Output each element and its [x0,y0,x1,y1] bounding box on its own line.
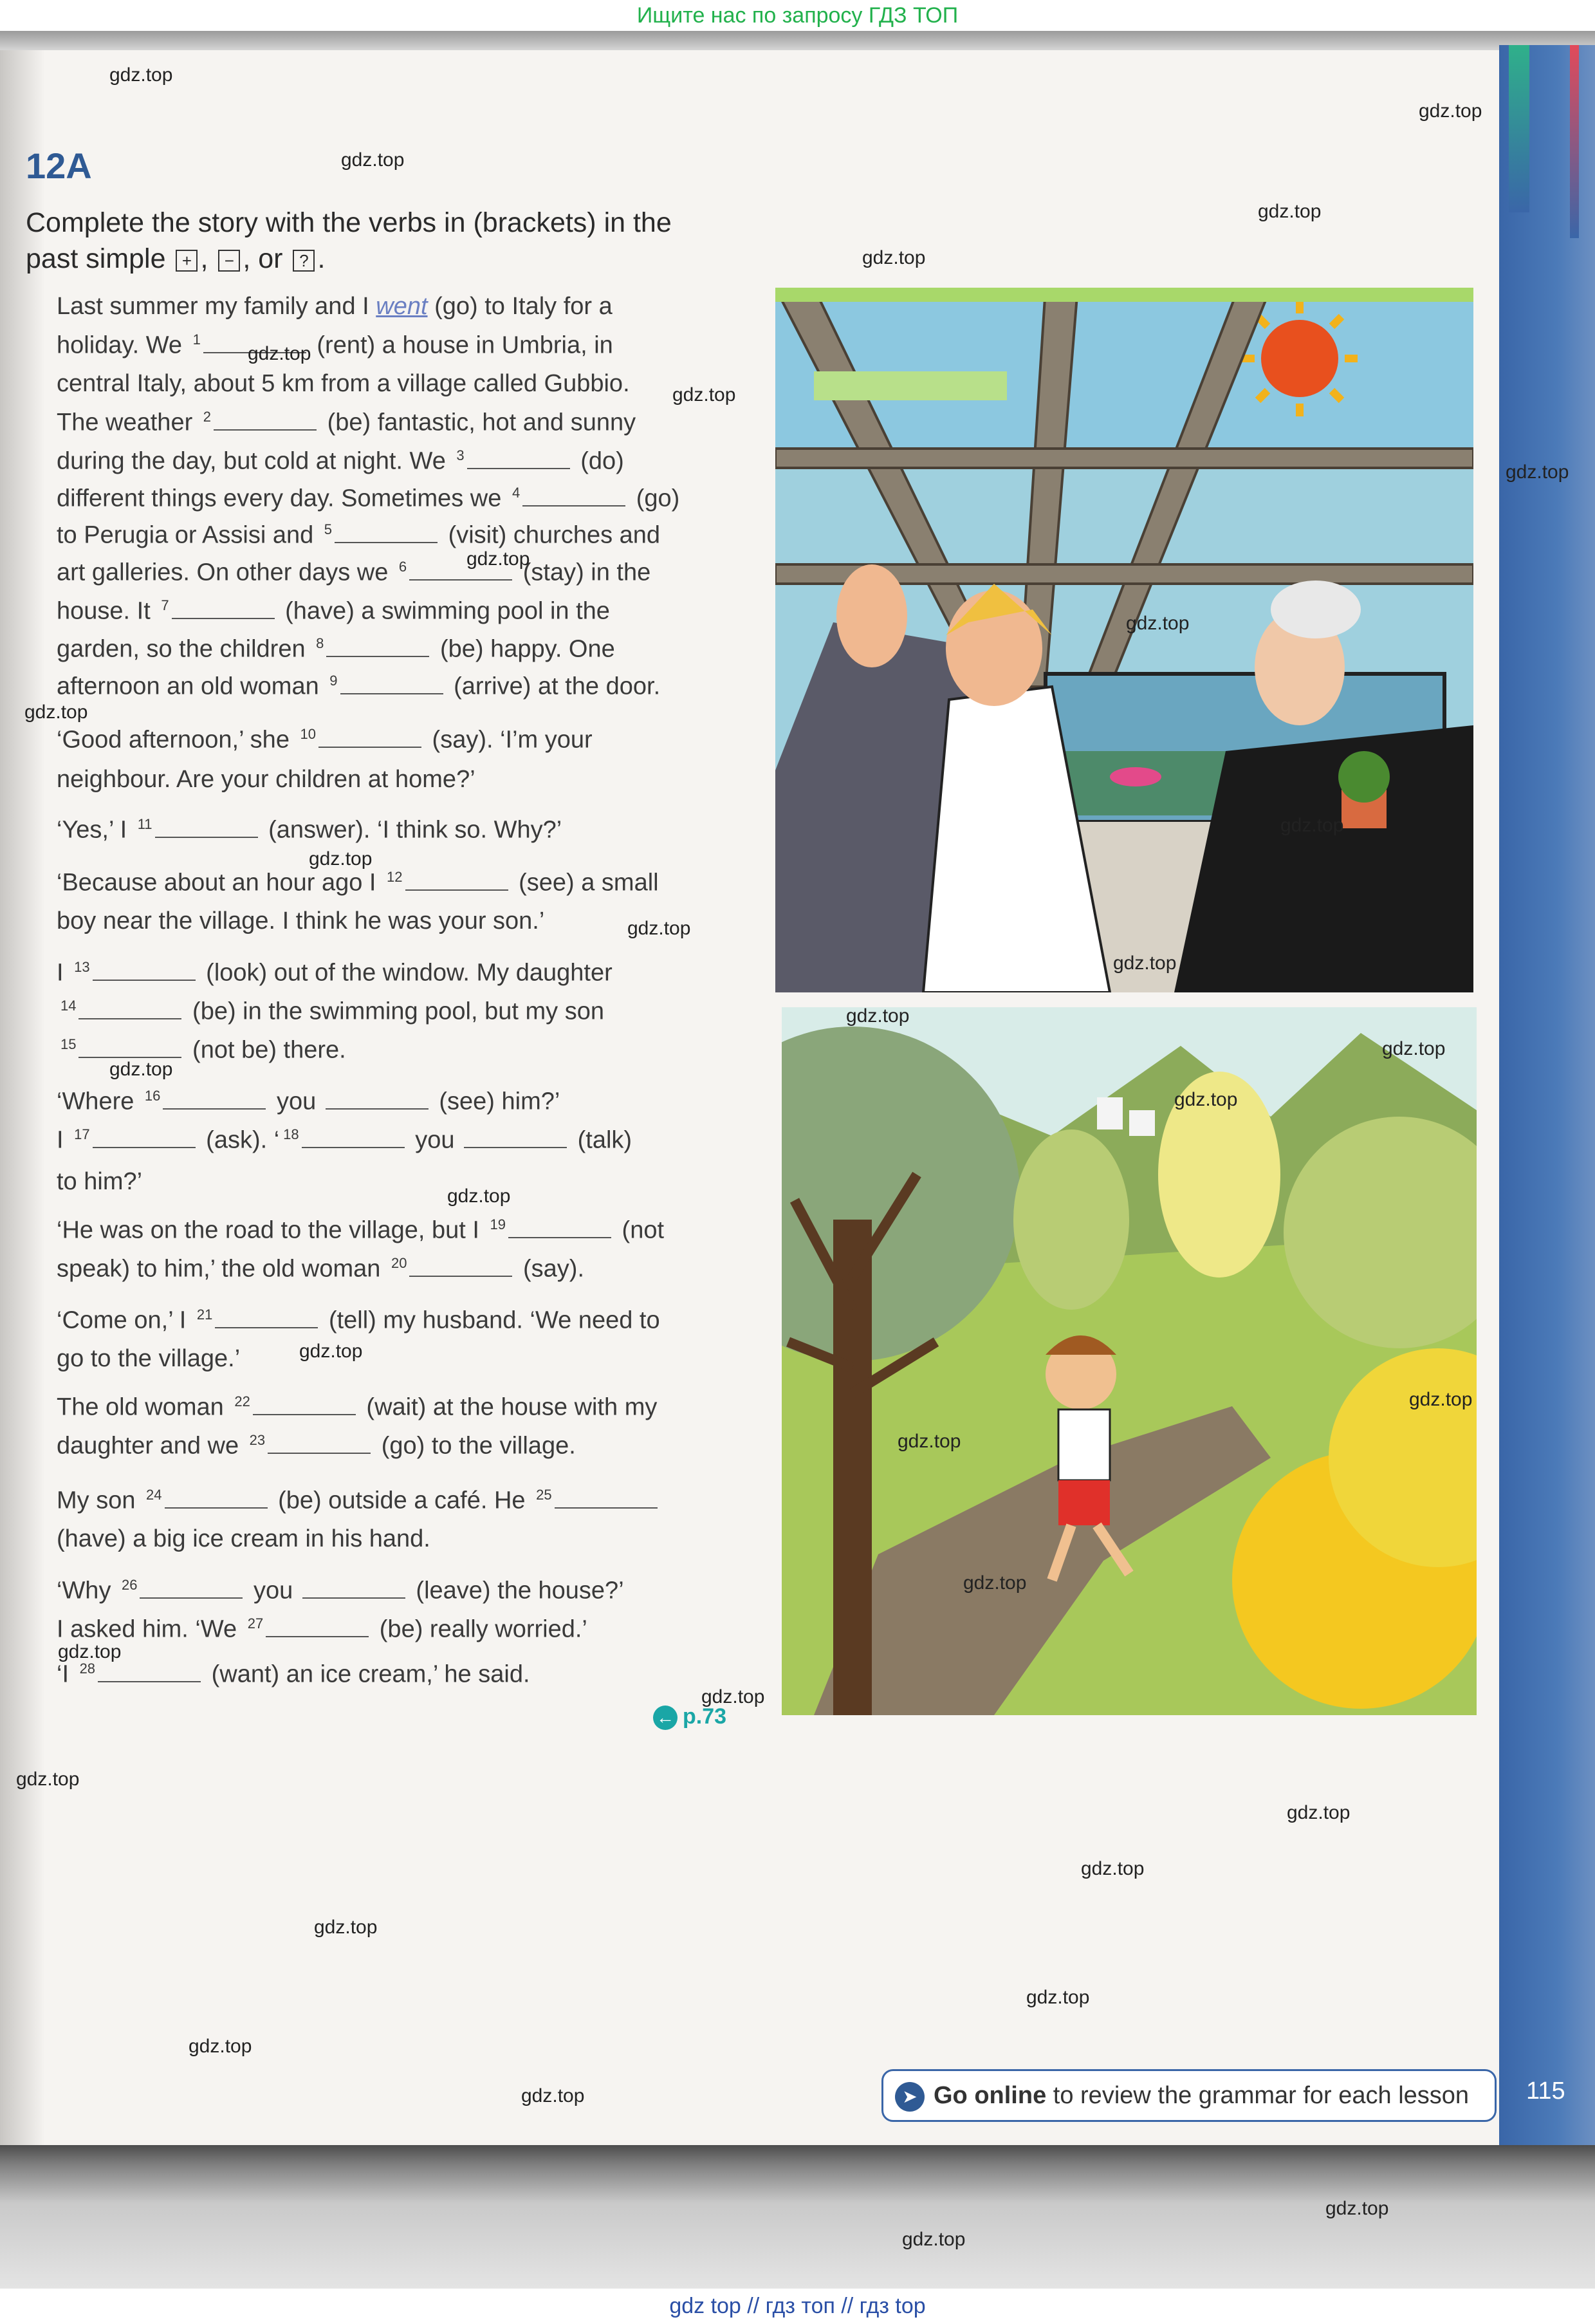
answer-blank[interactable] [508,1218,611,1238]
story-text-segment: (be) happy. One [433,635,615,663]
page-spine-shadow [0,50,45,2145]
story-text-segment: afternoon an old woman [57,673,326,700]
question-number: 15 [60,1036,77,1052]
story-text-segment: different things every day. Sometimes we [57,485,508,512]
story-line [57,766,475,794]
story-text-segment: I asked him. ‘We [57,1615,244,1643]
watermark-text: gdz.top [1026,1987,1090,2008]
story-text-segment: central Italy, about 5 km from a village called Gubbio. [57,370,630,397]
watermark-text: gdz.top [341,149,405,171]
question-number: 8 [316,635,324,651]
watermark-text: gdz.top [1126,613,1190,634]
story-text-segment: you [270,1088,323,1115]
story-text-segment: (wait) at the house with my [359,1393,658,1421]
story-text-segment: (go) [629,485,680,512]
story-text-segment: (go) to the village. [374,1432,576,1460]
watermark-text: gdz.top [1409,1389,1473,1410]
story-line [57,1660,530,1689]
side-strip-accent [1570,45,1579,238]
sun-icon [1261,320,1338,397]
story-text-segment: ‘Come on,’ I [57,1306,193,1334]
answer-blank[interactable] [215,1308,318,1328]
question-number: 23 [249,1432,266,1448]
answer-blank[interactable] [302,1128,405,1148]
story-text-segment: (ask). ‘ [199,1126,280,1154]
watermark-text: gdz.top [902,2229,966,2250]
watermark-text: gdz.top [299,1341,363,1362]
story-text-segment: (say). [516,1255,584,1283]
story-text-segment: (do) [573,447,624,475]
answer-blank[interactable] [163,1089,266,1110]
answer-blank[interactable] [78,1037,181,1058]
watermark-text: gdz.top [1280,815,1344,836]
story-text-segment: you [408,1126,462,1154]
watermark-text: gdz.top [466,548,530,570]
lesson-id: 12A [26,145,92,186]
story-text-segment: ‘Good afternoon,’ she [57,726,297,754]
instruction-punct: . [317,243,326,274]
answer-blank[interactable] [318,727,421,748]
watermark-text: gdz.top [963,1572,1027,1594]
question-number: 10 [300,726,316,742]
story-text-segment: (arrive) at the door. [447,673,661,700]
exercise-instruction [26,205,740,277]
watermark-text: gdz.top [846,1005,910,1027]
watermark-text: gdz.top [314,1917,378,1938]
answer-blank[interactable] [335,523,438,543]
answer-blank[interactable] [467,449,570,469]
story-line [57,447,624,476]
story-text-segment: art galleries. On other days we [57,559,395,586]
answer-blank[interactable] [464,1128,567,1148]
story-line [57,1615,587,1644]
question-number: 28 [79,1660,96,1677]
watermark-text: gdz.top [309,848,373,869]
story-text-segment: (see) him?’ [432,1088,560,1115]
question-icon: ? [293,250,315,272]
watermark-text: gdz.top [898,1431,961,1452]
story-line [57,293,613,321]
story-text-segment: I [57,959,71,987]
answer-blank[interactable] [165,1488,268,1509]
story-line [57,959,613,987]
question-number: 3 [456,447,465,463]
answer-blank[interactable] [93,960,196,981]
watermark-text: gdz.top [862,247,926,268]
story-text-segment: The weather [57,409,199,436]
story-text-segment: (talk) [571,1126,632,1154]
cursor-icon: ➤ [895,2082,925,2112]
story-line [57,816,562,844]
story-text-segment: (not [615,1216,665,1244]
village-house-icon [1097,1097,1123,1129]
story-line [57,673,660,701]
story-text-segment: (see) a small [512,869,659,897]
story-line [57,1345,240,1373]
answer-blank[interactable] [268,1433,371,1454]
story-line [57,331,613,360]
watermark-text: gdz.top [1419,100,1482,122]
story-text-segment: holiday. We [57,331,189,359]
question-number: 22 [234,1393,250,1409]
answer-blank[interactable] [302,1578,405,1599]
story-line [57,1577,624,1605]
question-number: 12 [387,869,403,885]
answer-blank[interactable] [155,817,258,838]
question-number: 24 [146,1487,162,1503]
go-online-banner[interactable] [881,2069,1497,2122]
story-line [57,635,615,664]
story-line [57,1168,142,1196]
answer-blank[interactable] [93,1128,196,1148]
bottom-banner [0,2289,1595,2324]
story-text-segment: (have) a big ice cream in his hand. [57,1525,430,1552]
story-text-segment: to him?’ [57,1168,143,1195]
story-text-segment: (look) out of the window. My daughter [199,959,613,987]
question-number: 13 [74,959,90,975]
story-line [57,559,650,587]
question-number: 27 [247,1615,264,1631]
story-text-segment: (be) in the swimming pool, but my son [185,998,604,1025]
story-text-segment: (say). ‘I’m your [425,726,593,754]
bottom-banner-text: gdz top // гдз топ // гдз top [669,2294,926,2318]
answer-blank[interactable] [555,1488,658,1509]
question-number: 2 [203,409,212,425]
answer-blank[interactable] [409,1256,512,1277]
question-number: 19 [490,1216,506,1232]
watermark-text: gdz.top [1174,1089,1238,1110]
example-answer: went [376,293,428,320]
instruction-punct: , or [243,243,283,274]
page-reference-label: p.73 [683,1704,727,1729]
question-number: 16 [144,1088,161,1104]
story-line [57,521,660,550]
question-number: 7 [161,597,169,613]
page-reference[interactable] [653,1704,726,1730]
watermark-text: gdz.top [1382,1038,1446,1059]
answer-blank[interactable] [522,486,625,507]
story-line [57,485,679,513]
story-line [57,1393,657,1422]
story-line [57,1255,584,1283]
watermark-text: gdz.top [447,1185,511,1207]
question-number: 26 [122,1577,138,1593]
story-line [57,597,610,626]
answer-blank[interactable] [326,1089,429,1110]
question-number: 18 [283,1126,299,1142]
story-text-segment: (want) an ice cream,’ he said. [205,1660,530,1688]
story-text-segment: (not be) there. [185,1036,346,1064]
illustration-village-path [782,1007,1477,1715]
story-line [57,1036,346,1064]
story-text-segment: Last summer my family and I [57,293,376,320]
story-line [57,907,544,935]
story-line [57,726,593,754]
instruction-punct: , [200,243,208,274]
instruction-text: past simple [26,243,166,274]
answer-blank[interactable] [214,410,317,431]
question-number: 17 [74,1126,90,1142]
story-text-segment: ‘Where [57,1088,141,1115]
question-number: 6 [398,559,407,575]
watermark-text: gdz.top [672,384,736,405]
watermark-text: gdz.top [109,1059,173,1080]
answer-blank[interactable] [266,1617,369,1637]
story-text-segment: (stay) in the [516,559,651,586]
story-text-segment: daughter and we [57,1432,246,1460]
story-text-segment: speak) to him,’ the old woman [57,1255,387,1283]
watermark-text: gdz.top [1113,953,1177,974]
instruction-text: Complete the story with the verbs in (brackets) in the [26,207,672,238]
story-text-segment: boy near the village. I think he was your son.’ [57,907,545,934]
question-number: 1 [192,331,201,348]
story-line [57,1216,664,1245]
story-text-segment: (tell) my husband. ‘We need to [322,1306,660,1334]
answer-blank[interactable] [78,999,181,1019]
top-banner-text: Ищите нас по запросу ГДЗ ТОП [636,3,959,28]
side-strip-accent [1509,45,1529,212]
go-online-text: to review the grammar for each lesson [1046,2082,1470,2109]
top-banner [0,0,1595,31]
go-online-bold: Go online [934,2082,1047,2109]
story-text-segment: ‘Why [57,1577,118,1604]
story-text-segment: to Perugia or Assisi and [57,521,320,549]
story-text-segment: (have) a swimming pool in the [278,597,610,625]
watermark-text: gdz.top [1506,461,1569,483]
story-line [57,1306,660,1335]
story-text-segment: The old woman [57,1393,231,1421]
story-line [57,370,630,398]
story-line [57,409,636,437]
story-text-segment: during the day, but cold at night. We [57,447,453,475]
story-text-segment: house. It [57,597,158,625]
story-line [57,1525,430,1553]
question-number: 11 [137,816,152,832]
story-line [57,1487,661,1515]
question-number: 20 [391,1255,407,1271]
watermark-text: gdz.top [58,1641,122,1662]
watermark-text: gdz.top [521,2085,585,2106]
watermark-text: gdz.top [1325,2198,1389,2219]
story-line [57,1126,632,1155]
watermark-text: gdz.top [109,64,173,86]
story-line [57,869,659,897]
story-text-segment: you [246,1577,300,1604]
story-text-segment: ‘He was on the road to the village, but I [57,1216,486,1244]
answer-blank[interactable] [253,1395,356,1415]
question-number: 14 [60,998,77,1014]
watermark-text: gdz.top [24,702,88,723]
story-text-segment: (be) fantastic, hot and sunny [320,409,636,436]
page-number: 115 [1526,2078,1565,2105]
watermark-text: gdz.top [189,2036,252,2057]
story-line [57,998,604,1026]
question-number: 5 [324,521,333,537]
story-text-segment: ‘Yes,’ I [57,816,134,844]
watermark-text: gdz.top [701,1686,765,1707]
answer-blank[interactable] [172,599,275,619]
answer-blank[interactable] [340,674,443,694]
story-text-segment: I [57,1126,71,1154]
story-text-segment: garden, so the children [57,635,313,663]
side-color-strip [1499,45,1595,2145]
answer-blank[interactable] [326,637,429,657]
plus-icon: + [176,250,198,272]
question-number: 4 [512,485,521,501]
watermark-text: gdz.top [627,918,691,939]
answer-blank[interactable] [98,1662,201,1682]
story-text-segment: (answer). ‘I think so. Why?’ [261,816,562,844]
story-text-segment: (visit) churches and [441,521,661,549]
answer-blank[interactable] [405,870,508,891]
watermark-text: gdz.top [16,1769,80,1790]
story-text-segment: (go) to Italy for a [427,293,613,320]
question-number: 25 [536,1487,552,1503]
story-line [57,1432,576,1460]
watermark-text: gdz.top [1287,1802,1351,1823]
story-text-segment: ‘I [57,1660,76,1688]
story-text-segment: (be) outside a café. He [271,1487,533,1514]
story-line [57,1088,560,1116]
watermark-text: gdz.top [248,343,311,364]
question-number: 21 [196,1306,213,1323]
watermark-text: gdz.top [1258,201,1322,222]
story-text-segment: (rent) a house in Umbria, in [309,331,613,359]
story-text-segment: go to the village.’ [57,1345,241,1372]
story-text-segment: (leave) the house?’ [409,1577,624,1604]
answer-blank[interactable] [140,1578,243,1599]
story-text-segment: My son [57,1487,143,1514]
watermark-text: gdz.top [1081,1858,1145,1879]
arrow-left-icon: ← [653,1706,678,1730]
story-text-segment: neighbour. Are your children at home?’ [57,766,475,793]
question-number: 9 [329,673,338,689]
story-text-segment: ‘Because about an hour ago I [57,869,383,897]
illustration-house-scene [775,288,1473,992]
story-text-segment: (be) really worried.’ [373,1615,587,1643]
minus-icon: − [218,250,240,272]
